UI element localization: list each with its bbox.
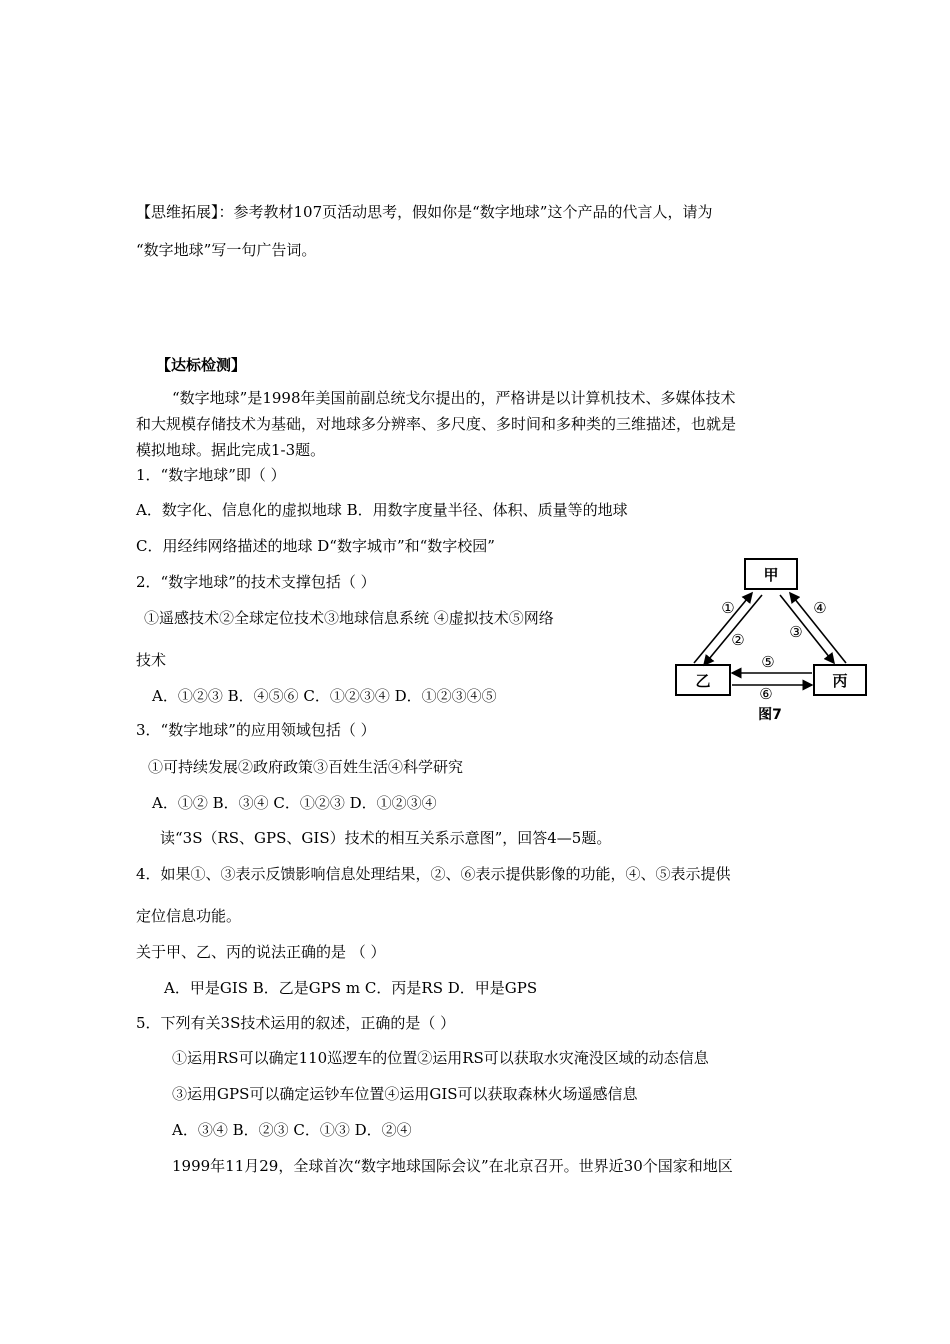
q5-item-a: ①运用RS可以确定110巡逻车的位置②运用RS可以获取水灾淹没区域的动态信息 [172, 1049, 709, 1067]
arrow-label-2: ② [731, 631, 745, 649]
q2-items-b: 技术 [136, 651, 167, 669]
q2-options: A．①②③ B．④⑤⑥ C．①②③④ D．①②③④⑤ [152, 687, 497, 705]
3s-relationship-diagram [670, 553, 870, 723]
intro-line-2: 和大规模存储技术为基础，对地球多分辨率、多尺度、多时间和多种类的三维描述，也就是 [136, 415, 737, 433]
thinking-line-1: 【思维拓展】：参考教材107页活动思考，假如你是“数字地球”这个产品的代言人，请为 [136, 203, 713, 221]
node-label-top: 甲 [763, 566, 779, 584]
arrow-label-1: ① [721, 599, 735, 617]
q5-item-b: ③运用GPS可以确定运钞车位置④运用GIS可以获取森林火场遥感信息 [172, 1085, 638, 1103]
q3-stem: 3．“数字地球”的应用领域包括（ ） [136, 721, 376, 739]
q4-stem-2: 定位信息功能。 [136, 907, 242, 925]
arrow-label-5: ⑤ [761, 653, 775, 671]
q4-stem-1: 4．如果①、③表示反馈影响信息处理结果，②、⑥表示提供影像的功能，④、⑤表示提供 [136, 865, 731, 883]
q1-stem: 1．“数字地球”即（ ） [136, 466, 286, 484]
node-label-left: 乙 [695, 672, 711, 690]
node-label-right: 丙 [832, 672, 848, 690]
q2-stem: 2．“数字地球”的技术支撑包括（ ） [136, 573, 376, 591]
intro-line-3: 模拟地球。据此完成1-3题。 [136, 441, 326, 459]
q5-stem: 5．下列有关3S技术运用的叙述，正确的是（ ） [136, 1014, 456, 1032]
arrow-label-3: ③ [789, 623, 803, 641]
section-title: 【达标检测】 [156, 356, 247, 374]
thinking-line-2: “数字地球”写一句广告词。 [136, 241, 317, 259]
q1-options-ab: A．数字化、信息化的虚拟地球 B．用数字度量半径、体积、质量等的地球 [136, 501, 628, 519]
intro-line-1: “数字地球”是1998年美国前副总统戈尔提出的，严格讲是以计算机技术、多媒体技术 [172, 389, 736, 407]
q1-options-cd: C．用经纬网络描述的地球 D“数字城市”和“数字校园” [136, 537, 495, 555]
arrow-label-4: ④ [813, 599, 827, 617]
read-instruction: 读“3S（RS、GPS、GIS）技术的相互关系示意图”，回答4—5题。 [160, 829, 612, 847]
q4-stem-3: 关于甲、乙、丙的说法正确的是 （ ） [136, 943, 386, 961]
q3-items: ①可持续发展②政府政策③百姓生活④科学研究 [148, 758, 464, 776]
closing-line: 1999年11月29，全球首次“数字地球国际会议”在北京召开。世界近30个国家和地区 [172, 1157, 733, 1175]
q3-options: A．①② B．③④ C．①②③ D．①②③④ [152, 794, 437, 812]
q4-options: A．甲是GIS B．乙是GPS m C．丙是RS D．甲是GPS [164, 979, 538, 997]
q2-items-a: ①遥感技术②全球定位技术③地球信息系统 ④虚拟技术⑤网络 [144, 609, 554, 627]
q5-options: A．③④ B．②③ C．①③ D．②④ [172, 1121, 412, 1139]
arrow-label-6: ⑥ [759, 685, 773, 703]
figure-caption: 图7 [758, 707, 782, 723]
